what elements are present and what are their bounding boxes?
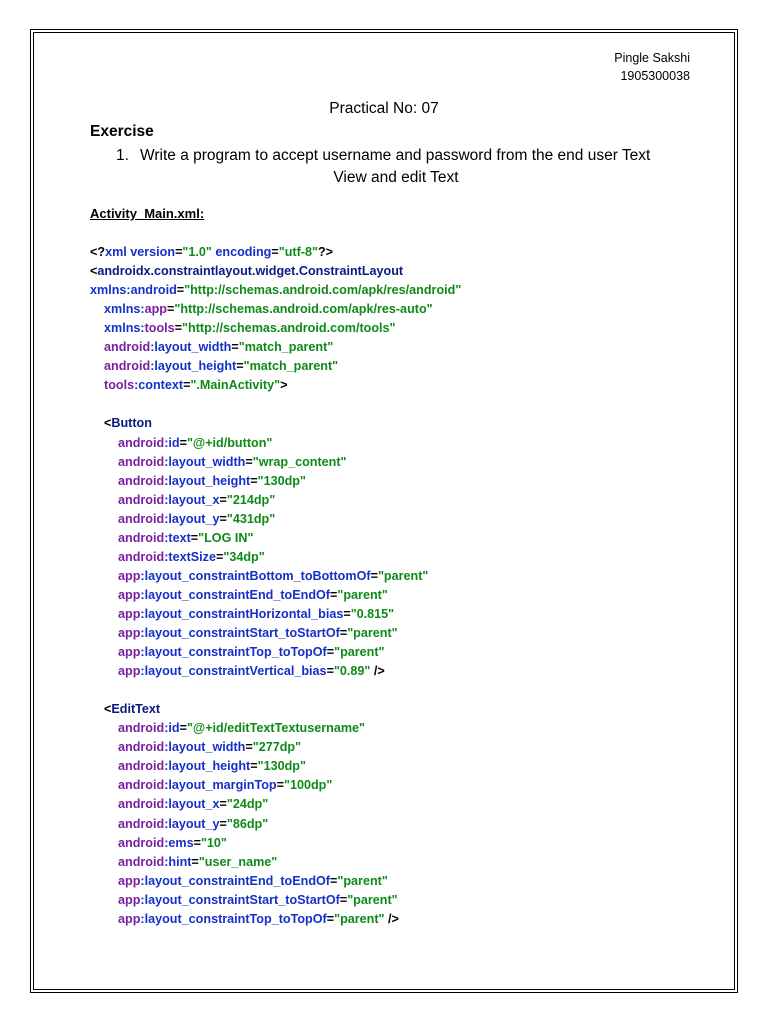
code-token: "277dp" [252, 740, 302, 755]
author-block [614, 49, 690, 85]
code-token: <? [90, 245, 106, 259]
code-token: android [118, 740, 165, 755]
code-token: "24dp" [226, 797, 269, 812]
code-line [118, 662, 385, 680]
code-token: = [250, 473, 258, 488]
code-token: :layout_width [150, 340, 232, 355]
code-token: app [118, 645, 141, 660]
code-token: xml version [105, 245, 176, 259]
code-token: android [118, 549, 165, 564]
code-token: android [104, 359, 151, 374]
code-token: android [118, 473, 165, 488]
code-token: = [330, 587, 338, 602]
code-line [90, 262, 403, 280]
code-token: = [179, 721, 187, 736]
code-line [118, 510, 275, 528]
question-text-line-1: Write a program to accept username and password from the end user Text [140, 147, 651, 164]
code-line [104, 414, 152, 432]
code-token: :context [134, 378, 184, 393]
code-token: android [118, 435, 165, 450]
code-token: = [166, 302, 175, 317]
code-token: :textSize [164, 549, 216, 564]
code-token: = [236, 359, 244, 374]
practical-title: Practical No: 07 [329, 100, 439, 117]
code-token: app [118, 626, 141, 640]
code-token: "0.89" [333, 664, 371, 679]
code-token: tools [104, 378, 135, 393]
code-token: = [183, 378, 191, 393]
question-number: 1. [116, 147, 129, 164]
code-token: = [175, 245, 183, 259]
code-token: xmlns: [104, 302, 145, 317]
code-token: = [343, 606, 351, 621]
section-heading: Activity_Main.xml: [90, 206, 205, 221]
code-token: "130dp" [257, 759, 306, 774]
code-token: = [215, 549, 224, 564]
code-token: = [330, 873, 338, 888]
code-token: "@+id/editTextTextusername" [186, 721, 366, 736]
code-token: xmlns: [104, 321, 145, 336]
code-token: :layout_width [164, 454, 246, 469]
code-token: = [271, 245, 279, 259]
code-token: "parent" [377, 568, 429, 583]
code-token: < [104, 416, 112, 431]
code-token: "http://schemas.android.com/apk/res/android" [184, 283, 462, 298]
code-token: = [370, 568, 378, 583]
code-token: "parent" [334, 645, 385, 660]
code-token: = [245, 454, 253, 469]
code-token: :layout_constraintEnd_toEndOf [140, 587, 331, 602]
code-token: app [118, 892, 141, 907]
code-token: "user_name" [198, 854, 278, 869]
code-line [118, 834, 227, 852]
code-token: = [250, 759, 258, 774]
code-token: :layout_height [150, 359, 237, 374]
code-token: = [231, 340, 239, 355]
code-token: androidx.constraintlayout.widget.ConstraintLayout [97, 264, 404, 279]
code-token: :text [164, 530, 191, 545]
code-line [104, 300, 433, 318]
code-line [118, 643, 385, 661]
code-line [118, 434, 272, 452]
code-token: :layout_constraintVertical_bias [140, 664, 327, 679]
code-token: EditText [111, 702, 161, 717]
code-token: = [339, 626, 348, 640]
code-token: "http://schemas.android.com/tools" [182, 321, 396, 336]
code-line [118, 872, 388, 890]
code-token: :layout_height [164, 473, 251, 488]
code-token: ?> [317, 245, 334, 259]
code-token: android [118, 511, 165, 526]
code-token: = [193, 835, 201, 850]
code-token: "http://schemas.android.com/apk/res-auto" [174, 302, 433, 317]
code-line [118, 910, 399, 928]
code-token: < [104, 702, 112, 717]
code-token: app [118, 606, 141, 621]
code-line [118, 567, 428, 585]
code-line [118, 529, 253, 547]
author-roll-number: 1905300038 [620, 69, 690, 83]
code-line [118, 491, 275, 509]
code-line [104, 357, 338, 375]
code-token: :layout_x [164, 797, 220, 812]
code-token: xmlns:android [90, 283, 177, 298]
code-token: android [118, 816, 165, 831]
code-line [118, 815, 268, 833]
code-line [118, 586, 388, 604]
code-token: encoding [211, 245, 272, 259]
code-token: app [118, 664, 141, 679]
code-token: "34dp" [223, 549, 265, 564]
code-line [118, 738, 301, 756]
code-token: :layout_constraintHorizontal_bias [140, 606, 344, 621]
code-line [118, 719, 365, 737]
code-token: :layout_width [164, 740, 246, 755]
code-token: = [176, 283, 185, 298]
code-token: = [174, 321, 183, 336]
code-token: < [90, 264, 98, 279]
code-token: :layout_y [164, 816, 220, 831]
code-line [90, 281, 461, 299]
code-token: android [118, 854, 165, 869]
code-token: = [219, 511, 227, 526]
code-token: = [326, 664, 334, 679]
code-token: "wrap_content" [252, 454, 347, 469]
code-token: "LOG IN" [198, 530, 254, 545]
code-line [90, 243, 333, 261]
code-token: :layout_constraintStart_toStartOf [140, 892, 340, 907]
code-token: "utf-8" [278, 245, 318, 259]
code-token: = [191, 854, 199, 869]
code-line [118, 624, 398, 642]
code-token: /> [370, 664, 385, 679]
code-token: = [326, 645, 335, 660]
code-line [104, 319, 396, 337]
code-token: android [118, 759, 165, 774]
code-token: "1.0" [182, 245, 212, 259]
exercise-heading: Exercise [90, 123, 154, 140]
code-token: = [179, 435, 187, 450]
code-token: android [118, 778, 165, 793]
code-token: :ems [164, 835, 194, 850]
code-token: "parent" [334, 911, 385, 926]
code-token: "100dp" [283, 778, 333, 793]
author-name: Pingle Sakshi [614, 51, 690, 65]
code-token: :layout_constraintBottom_toBottomOf [140, 568, 371, 583]
code-token: app [118, 911, 141, 926]
code-token: "431dp" [226, 511, 276, 526]
code-token: = [219, 797, 227, 812]
code-line [118, 853, 277, 871]
code-token: = [276, 778, 284, 793]
code-token: "@+id/button" [186, 435, 273, 450]
code-token: :id [164, 721, 180, 736]
code-token: /> [384, 911, 399, 926]
code-token: app [118, 587, 141, 602]
code-token: = [219, 816, 227, 831]
code-token: android [118, 530, 165, 545]
code-token: "214dp" [226, 492, 276, 507]
code-token: android [118, 721, 165, 736]
code-token: :hint [164, 854, 192, 869]
code-token: android [104, 340, 151, 355]
code-token: :id [164, 435, 180, 450]
code-token: = [339, 892, 348, 907]
code-token: :layout_constraintTop_toTopOf [140, 645, 327, 660]
code-token: app [144, 302, 167, 317]
code-token: tools [144, 321, 175, 336]
code-token: android [118, 835, 165, 850]
code-token: app [118, 568, 141, 583]
code-token: android [118, 492, 165, 507]
code-token: :layout_x [164, 492, 220, 507]
code-token: "10" [200, 835, 227, 850]
code-token: "match_parent" [243, 359, 339, 374]
code-line [118, 605, 394, 623]
code-token: :layout_constraintTop_toTopOf [140, 911, 327, 926]
code-token: :layout_marginTop [164, 778, 277, 793]
code-token: :layout_constraintStart_toStartOf [140, 626, 340, 640]
code-token: "parent" [347, 626, 398, 640]
code-token: android [118, 454, 165, 469]
code-token: "parent" [337, 873, 388, 888]
code-line [118, 453, 347, 471]
code-line [118, 472, 306, 490]
code-line [118, 891, 398, 909]
code-line [104, 376, 287, 394]
code-token: > [280, 378, 288, 393]
code-line [118, 776, 332, 794]
code-token: "86dp" [226, 816, 269, 831]
code-line [104, 700, 160, 718]
code-line [118, 795, 268, 813]
code-token: "match_parent" [238, 340, 334, 355]
code-token: "parent" [347, 892, 398, 907]
code-token: "parent" [337, 587, 388, 602]
code-token: = [190, 530, 199, 545]
code-token: = [219, 492, 227, 507]
code-token: = [326, 911, 335, 926]
code-token: :layout_height [164, 759, 251, 774]
code-token: ".MainActivity" [190, 378, 281, 393]
code-token: "0.815" [350, 606, 395, 621]
code-token: Button [111, 416, 152, 431]
code-line [118, 548, 265, 566]
code-token: = [245, 740, 253, 755]
code-token: :layout_y [164, 511, 220, 526]
code-token: :layout_constraintEnd_toEndOf [140, 873, 331, 888]
code-token: android [118, 797, 165, 812]
code-line [118, 757, 306, 775]
code-line [104, 338, 333, 356]
code-token: app [118, 873, 141, 888]
code-token: "130dp" [257, 473, 306, 488]
question-text-line-2: View and edit Text [333, 169, 459, 186]
